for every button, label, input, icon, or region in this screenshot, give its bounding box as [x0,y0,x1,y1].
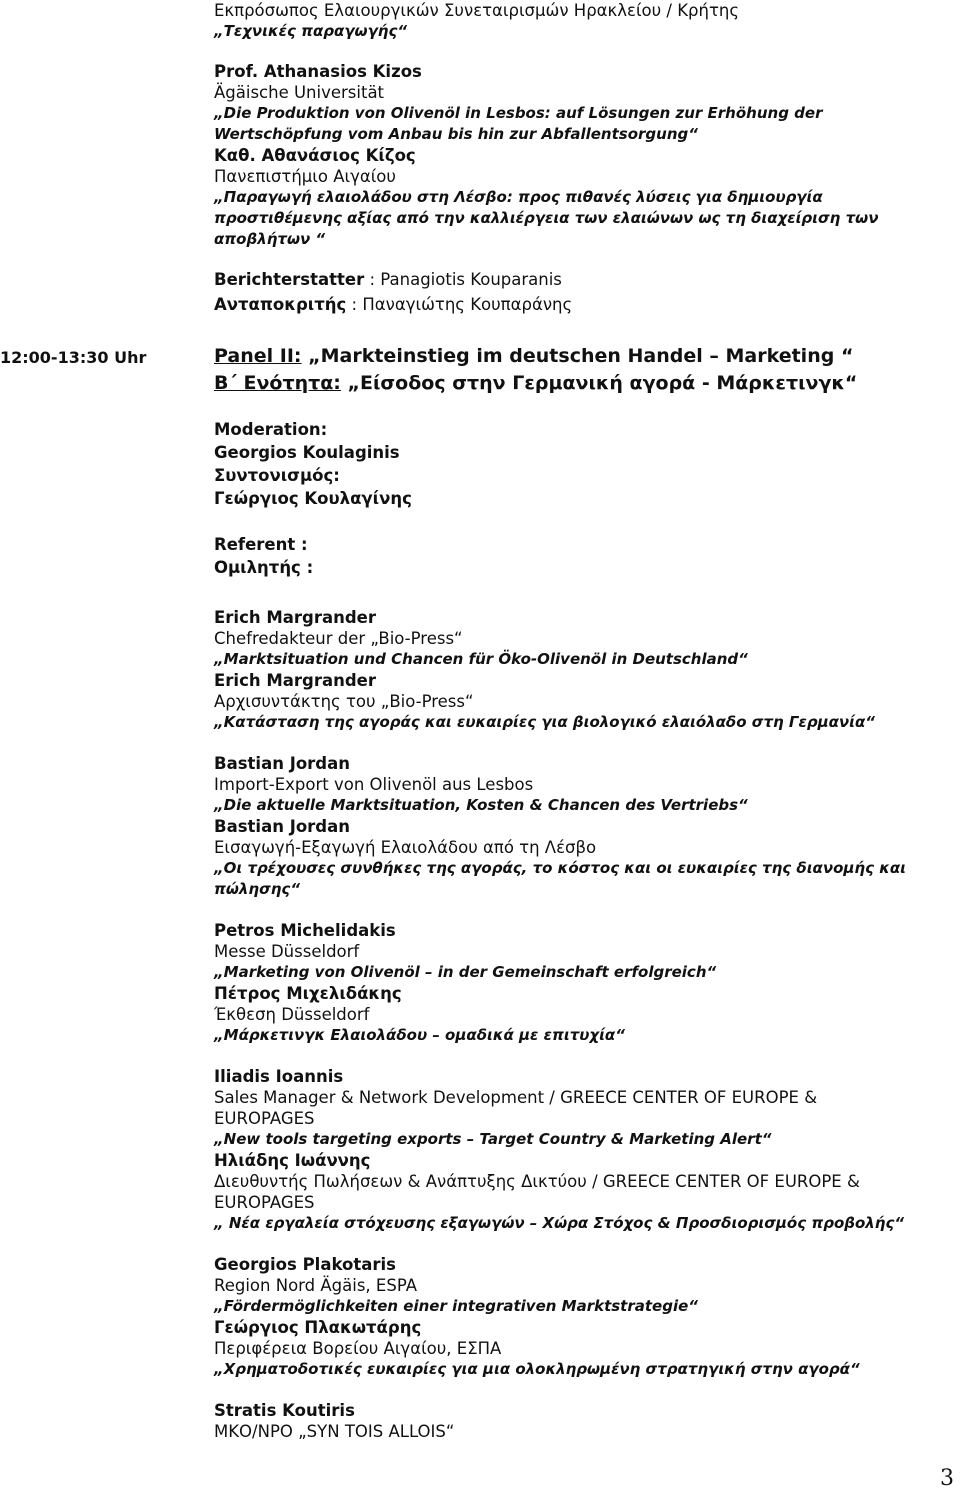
speaker-talk-de: „Marktsituation und Chancen für Öko-Olivenöl in Deutschland“ [214,650,748,668]
speaker-name-el: Bastian Jordan [214,817,351,836]
session-time: 12:00-13:30 Uhr [0,348,147,367]
rapporteur-el [214,294,949,315]
moderation-label-el: Συντονισμός: [214,466,340,485]
speaker-entry [214,607,949,733]
speaker-name-de: Petros Michelidakis [214,921,396,940]
speaker-name-el: Γεώργιος Πλακωτάρης [214,1318,422,1337]
speaker-entry [214,1400,949,1442]
talk-title-el: „Τεχνικές παραγωγής“ [214,22,408,40]
speaker-role-de: Region Nord Ägäis, ESPA [214,1276,418,1295]
speaker-talk-de: „Die aktuelle Marktsituation, Kosten & Chancen des Vertriebs“ [214,796,748,814]
rapporteur-de [214,269,949,290]
speaker-talk-el: „Χρηματοδοτικές ευκαιρίες για μια ολοκληρωμένη στρατηγική στην αγορά“ [214,1360,860,1378]
talk-title-de: „Die Produktion von Olivenöl in Lesbos: auf Lösungen zur Erhöhung der Wertschöpfung vom Anbau bis hin zur Abfallentsorgung“ [214,104,823,143]
rapporteur-label-de: Berichterstatter [214,270,365,289]
panel-name-de: „Markteinstieg im deutschen Handel – Marketing “ [301,345,854,367]
speaker-entry [214,920,949,1046]
speaker-role-el: Εισαγωγή-Εξαγωγή Ελαιολάδου από τη Λέσβο [214,838,597,857]
panel-label-el: Β΄ Ενότητα: [214,372,341,394]
speaker-name: Stratis Koutiris [214,1401,355,1420]
speaker-talk-el: „Οι τρέχουσες συνθήκες της αγοράς, το κόστος και οι ευκαιρίες της διανομής και πώλησης“ [214,859,907,898]
speaker-name-el: Erich Margrander [214,671,376,690]
speaker-role-el: Έκθεση Düsseldorf [214,1005,370,1024]
speaker-role-el: Διευθυντής Πωλήσεων & Ανάπτυξης Δικτύου / GREECE CENTER OF EUROPE & EUROPAGES [214,1172,860,1212]
panel-name-el: „Είσοδος στην Γερμανική αγορά - Μάρκετινγκ“ [340,372,858,394]
panel-title-el [214,370,949,397]
speaker-role: ΜΚΟ/NPO „SYN TOIS ALLOIS“ [214,1422,455,1441]
speaker-entry [214,753,949,900]
speaker-name-de: Iliadis Ioannis [214,1067,344,1086]
referent-label-el: Ομιλητής : [214,558,314,577]
panel-label-de: Panel II: [214,345,302,367]
page-number: 3 [940,1466,954,1491]
speaker-role-el: Περιφέρεια Βορείου Αιγαίου, ΕΣΠΑ [214,1339,502,1358]
intro-block [214,0,949,315]
speaker-name-de: Erich Margrander [214,608,376,627]
speaker-talk-de: „Fördermöglichkeiten einer integrativen Marktstrategie“ [214,1297,698,1315]
speaker-role-de: Import-Export von Olivenöl aus Lesbos [214,775,534,794]
speaker-talk-el: „ Νέα εργαλεία στόχευσης εξαγωγών – Χώρα Στόχος & Προσδιορισμός προβολής“ [214,1214,905,1232]
affiliation-de: Ägäische Universität [214,83,385,102]
panel-title-de [214,343,949,370]
talk-title-el-2: „Παραγωγή ελαιολάδου στη Λέσβο: προς πιθανές λύσεις για δημιουργία προστιθέμενης αξίας από την καλλιέργεια των ελαιώνων ως τη διαχείριση των αποβλήτων “ [214,188,879,248]
speaker-role-de: Messe Düsseldorf [214,942,360,961]
referent-label-de: Referent : [214,535,308,554]
rapporteur-label-el: Ανταποκριτής [214,295,347,314]
affiliation-el: Πανεπιστήμιο Αιγαίου [214,167,396,186]
speaker-role-el: Αρχισυντάκτης του „Bio-Press“ [214,692,474,711]
speaker-name-de: Bastian Jordan [214,754,351,773]
moderation-label-de: Moderation: [214,420,328,439]
rapporteur-name-de: : Panagiotis Kouparanis [369,270,562,289]
session-block [214,343,949,579]
speaker-name-el: Καθ. Αθανάσιος Κίζος [214,146,416,165]
speaker-list [214,607,949,1442]
speaker-talk-de: „Marketing von Olivenöl – in der Gemeinschaft erfolgreich“ [214,963,717,981]
speaker-talk-el: „Κατάσταση της αγοράς και ευκαιρίες για βιολογικό ελαιόλαδο στη Γερμανία“ [214,713,875,731]
rapporteur-name-el: : Παναγιώτης Κουπαράνης [351,295,573,314]
speaker-entry [214,1254,949,1380]
speaker-name-el: Πέτρος Μιχελιδάκης [214,984,402,1003]
org-el: Εκπρόσωπος Ελαιουργικών Συνεταιρισμών Ηρακλείου / Κρήτης [214,1,740,20]
speaker-name-de: Georgios Plakotaris [214,1255,396,1274]
speaker-entry [214,1066,949,1234]
moderator-de: Georgios Koulaginis [214,443,400,462]
speaker-talk-de: „New tools targeting exports – Target Country & Marketing Alert“ [214,1130,772,1148]
speaker-talk-el: „Μάρκετινγκ Ελαιολάδου – ομαδικά με επιτυχία“ [214,1026,625,1044]
speaker-name-el: Ηλιάδης Ιωάννης [214,1151,371,1170]
speaker-role-de: Sales Manager & Network Development / GREECE CENTER OF EUROPE & EUROPAGES [214,1088,818,1128]
speaker-name-de: Prof. Athanasios Kizos [214,62,422,81]
moderator-el: Γεώργιος Κουλαγίνης [214,489,412,508]
speaker-role-de: Chefredakteur der „Bio-Press“ [214,629,463,648]
